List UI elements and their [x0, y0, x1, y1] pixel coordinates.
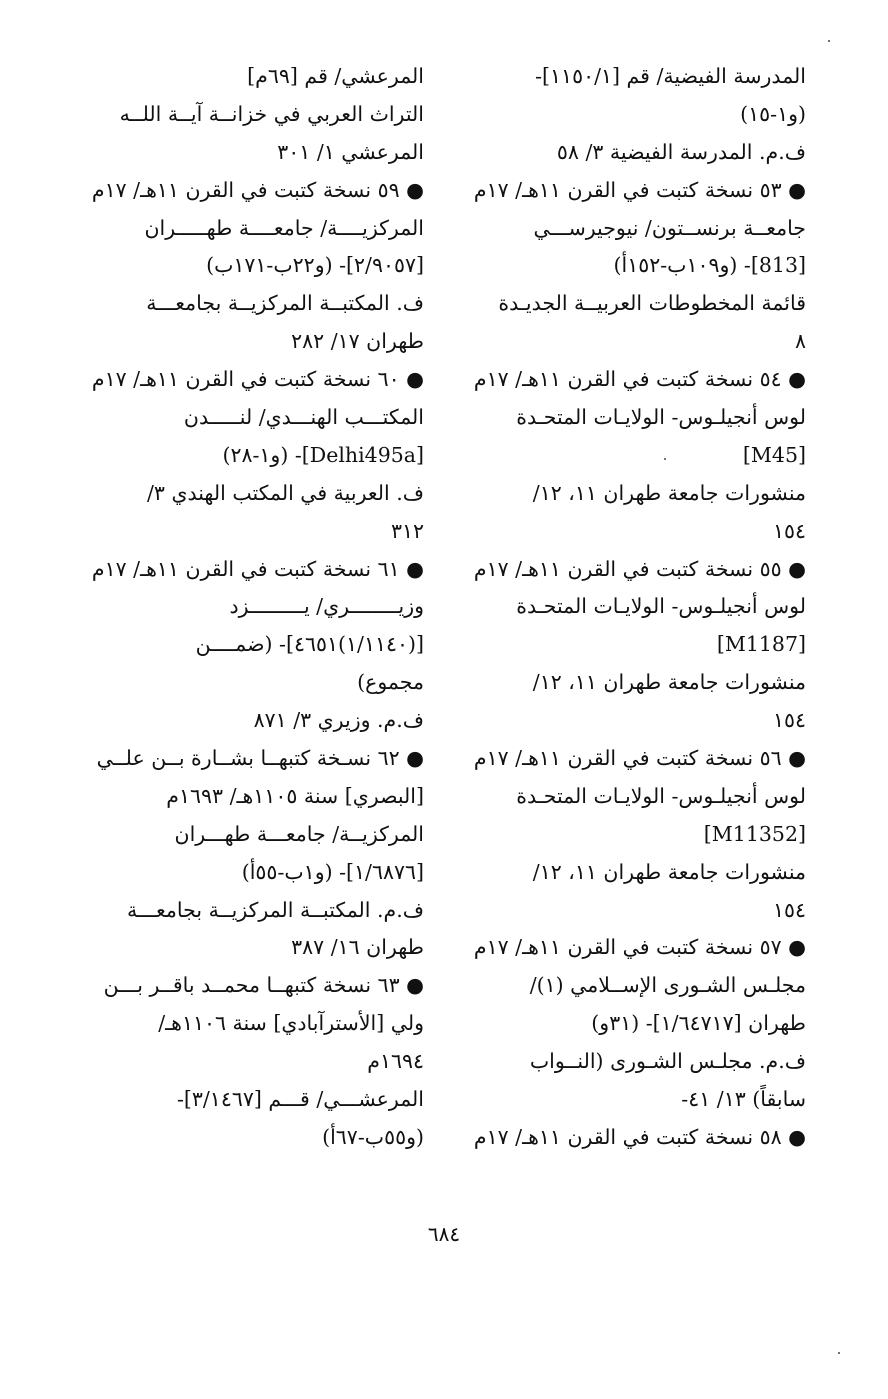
text-line: قائمة المخطوطات العربيــة الجديـدة: [498, 291, 806, 316]
text-line: المدرسة الفيضية/ قم [١١٥٠/١]-: [535, 64, 806, 88]
scan-speck: [664, 458, 666, 460]
entry-heading: ● ٥٤ نسخة كتبت في القرن ١١هـ/ ١٧م: [474, 367, 806, 392]
text-line: ١٥٤: [772, 708, 806, 733]
text-line: سابقاً) ١٣/ ٤١-: [681, 1087, 806, 1112]
text-line: وزيــــــــري/ يـــــــــزد: [229, 594, 424, 619]
text-line: مجلـس الشـورى الإســلامي (١)/: [529, 973, 806, 998]
text-line: ف.م. وزيري ٣/ ٨٧١: [253, 708, 424, 733]
text-line: ١٥٤: [772, 518, 806, 543]
text-line: المركزيــــة/ جامعــــة طهـــــران: [144, 215, 424, 240]
text-line: ١٥٤: [772, 897, 806, 922]
text-line: منشورات جامعة طهران ١١، ١٢/: [532, 670, 806, 695]
text-line: ف.م. مجلـس الشـورى (النــواب: [529, 1049, 806, 1074]
text-line: طهران ١٦/ ٣٨٧: [291, 935, 424, 960]
text-line: مجموع): [357, 670, 424, 695]
text-line: منشورات جامعة طهران ١١، ١٢/: [532, 480, 806, 505]
scan-speck: [828, 40, 830, 42]
entry-heading: ● ٦٣ نسخة كتبهــا محمــد باقــر بـــن: [103, 973, 424, 998]
text-line: ف. العربية في المكتب الهندي ٣/: [146, 480, 424, 505]
text-line: المرعشي ١/ ٣٠١: [277, 139, 424, 164]
entry-heading: ● ٥٣ نسخة كتبت في القرن ١١هـ/ ١٧م: [474, 177, 806, 202]
text-line: [M11352]: [703, 821, 806, 846]
right-column: [474, 58, 806, 1157]
text-line: [813]- (و١٠٩ب-١٥٢أ): [613, 253, 806, 278]
text-line: ولي [الأسترآبادي] سنة ١١٠٦هـ/: [158, 1011, 424, 1036]
text-line: (و٥٥ب-٦٧أ): [322, 1124, 424, 1149]
text-line: لوس أنجيلـوس- الولايـات المتحـدة: [516, 594, 806, 619]
scan-speck: [838, 1352, 840, 1354]
entry-heading: ● ٦٠ نسخة كتبت في القرن ١١هـ/ ١٧م: [91, 367, 424, 392]
page-number: ٦٨٤: [427, 1222, 461, 1246]
text-line: [البصري] سنة ١١٠٥هـ/ ١٦٩٣م: [166, 783, 424, 808]
entry-heading: ● ٥٩ نسخة كتبت في القرن ١١هـ/ ١٧م: [91, 177, 424, 202]
text-line: ف.م. المكتبــة المركزيــة بجامعـــة: [127, 897, 424, 922]
text-line: [M45]: [742, 442, 806, 467]
text-line: ٨: [794, 329, 806, 354]
text-line: [١/٦٨٧٦]- (و١ب-٥٥أ): [241, 859, 424, 884]
text-line: لوس أنجيلـوس- الولايـات المتحـدة: [516, 405, 806, 430]
text-line: طهران [١/٦٤٧١٧]- (٣١و): [591, 1011, 806, 1036]
left-column: [79, 58, 424, 1157]
entry-heading: ● ٥٨ نسخة كتبت في القرن ١١هـ/ ١٧م: [474, 1124, 806, 1149]
text-line: طهران ١٧/ ٢٨٢: [291, 329, 424, 354]
text-line: [M1187]: [716, 632, 806, 657]
text-line: المرعشي/ قم [٦٩م]: [247, 64, 424, 88]
text-line: (و١-١٥): [740, 101, 806, 126]
text-line: لوس أنجيلـوس- الولايـات المتحـدة: [516, 783, 806, 808]
text-line: منشورات جامعة طهران ١١، ١٢/: [532, 859, 806, 884]
text-line: [٢/٩٠٥٧]- (و٢٢ب-١٧١ب): [206, 253, 424, 278]
text-line: المكتـــب الهنـــدي/ لنـــــدن: [183, 405, 424, 430]
text-line: [(١/١١٤٠)٤٦٥١]- (ضمــــن: [195, 632, 424, 657]
entry-heading: ● ٥٥ نسخة كتبت في القرن ١١هـ/ ١٧م: [474, 556, 806, 581]
text-line: [Delhi495a]- (و١-٢٨): [222, 442, 424, 467]
entry-heading: ● ٥٦ نسخة كتبت في القرن ١١هـ/ ١٧م: [474, 746, 806, 771]
text-line: ف.م. المدرسة الفيضية ٣/ ٥٨: [556, 139, 806, 164]
text-line: المرعشـــي/ قـــم [٣/١٤٦٧]-: [176, 1087, 424, 1112]
entry-heading: ● ٦٢ نسـخة كتبهــا بشــارة بــن علــي: [96, 746, 424, 771]
text-line: ف. المكتبــة المركزيــة بجامعـــة: [146, 291, 424, 316]
text-line: جامعــة برنســتون/ نيوجيرســـي: [533, 215, 806, 240]
text-line: المركزيــة/ جامعـــة طهـــران: [174, 821, 424, 846]
text-line: ١٦٩٤م: [367, 1049, 424, 1074]
text-line: ٣١٢: [390, 518, 424, 543]
text-line: التراث العربي في خزانــة آيــة اللــه: [119, 101, 424, 126]
entry-heading: ● ٥٧ نسخة كتبت في القرن ١١هـ/ ١٧م: [474, 935, 806, 960]
entry-heading: ● ٦١ نسخة كتبت في القرن ١١هـ/ ١٧م: [91, 556, 424, 581]
